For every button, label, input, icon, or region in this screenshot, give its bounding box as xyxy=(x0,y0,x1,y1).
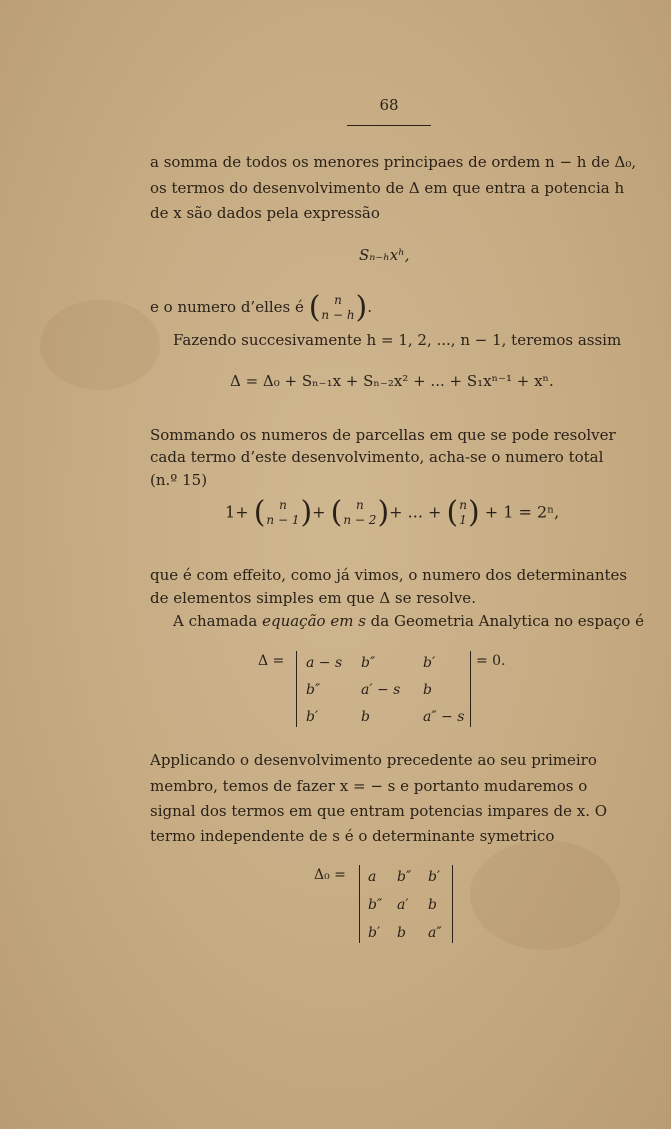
equation-s-term: Sₙ₋ₕxʰ, xyxy=(359,246,410,264)
binomial-n-choose-n-h: ( n n − h ) xyxy=(308,290,368,325)
det1-cell: b′ xyxy=(306,709,319,725)
binomial-bottom: n − 1 xyxy=(266,513,300,527)
det1-rhs: = 0. xyxy=(476,653,506,669)
det2-cell: b′ xyxy=(368,925,381,941)
det1-cell: b″ xyxy=(306,682,321,698)
eq-dots: + ... + xyxy=(389,502,442,522)
eq-end: + 1 = 2ⁿ, xyxy=(484,502,560,522)
page-number-rule xyxy=(347,125,431,126)
text-line-13: membro, temos de fazer x = − s e portanto mudaremos o xyxy=(150,777,588,795)
text-line-15: termo independente de s é o determinante symetrico xyxy=(150,827,555,845)
binomial-bottom: 1 xyxy=(459,513,467,527)
det2-cell: b′ xyxy=(428,869,441,885)
binomial-top: n xyxy=(356,498,364,512)
binomial-n-choose-n-1: ( n n − 1 ) xyxy=(253,495,313,530)
text-line-14: signal dos termos em que entram potencias impares de x. O xyxy=(150,802,608,820)
text-line-9: que é com effeito, como já vimos, o numero dos determinantes xyxy=(150,566,628,584)
eq-plus: + xyxy=(235,502,249,522)
det2-left-bar xyxy=(359,865,360,943)
det1-cell: b xyxy=(361,709,370,725)
page-number: 68 xyxy=(379,96,399,114)
det1-cell: b′ xyxy=(423,655,436,671)
eq-one: 1 xyxy=(225,502,236,522)
binomial-n-choose-n-2: ( n n − 2 ) xyxy=(330,495,390,530)
det1-cell: b xyxy=(423,682,432,698)
text-line-12: Applicando o desenvolvimento precedente ao seu primeiro xyxy=(150,751,597,769)
det2-cell: a″ xyxy=(428,925,442,941)
equation-binomial-sum xyxy=(225,495,560,530)
binomial-top: n xyxy=(459,498,467,512)
det1-cell: a″ − s xyxy=(423,709,465,725)
det1-right-bar xyxy=(470,651,471,727)
text-line-11-b: da Geometria Analytica no espaço é xyxy=(365,612,644,630)
text-line-1: a somma de todos os menores principaes de ordem n − h de Δ₀, xyxy=(150,153,637,171)
text-line-2: os termos do desenvolvimento de Δ em que entra a potencia h xyxy=(150,179,625,197)
binomial-bottom: n − h xyxy=(321,308,355,322)
binomial-top: n xyxy=(279,498,287,512)
det2-cell: a xyxy=(368,869,377,885)
paper-stain xyxy=(470,840,620,950)
text-line-11-a: A chamada xyxy=(173,612,263,630)
det2-cell: b″ xyxy=(397,869,412,885)
det1-cell: b″ xyxy=(361,655,376,671)
det2-cell: a′ xyxy=(397,897,409,913)
equation-em-s-term: equação em s xyxy=(262,612,366,630)
text-line-4-text: e o numero d’elles é xyxy=(150,298,304,316)
text-line-7: cada termo d’este desenvolvimento, acha-se o numero total xyxy=(150,448,604,466)
text-line-6: Sommando os numeros de parcellas em que se pode resolver xyxy=(150,426,616,444)
binomial-bottom: n − 2 xyxy=(343,513,377,527)
det2-cell: b xyxy=(428,897,437,913)
equation-delta-expansion: Δ = Δ₀ + Sₙ₋₁x + Sₙ₋₂x² + ... + S₁xⁿ⁻¹ + xⁿ. xyxy=(230,372,554,390)
text-line-10: de elementos simples em que Δ se resolve. xyxy=(150,589,476,607)
det1-label: Δ = xyxy=(258,653,285,669)
det1-cell: a − s xyxy=(306,655,343,671)
eq-plus: + xyxy=(312,502,326,522)
det2-cell: b″ xyxy=(368,897,383,913)
text-line-5: Fazendo succesivamente h = 1, 2, ..., n − 1, teremos assim xyxy=(173,331,622,349)
text-line-8: (n.º 15) xyxy=(150,471,208,489)
det1-cell: a′ − s xyxy=(361,682,401,698)
binomial-top: n xyxy=(334,293,342,307)
text-line-11 xyxy=(173,611,644,631)
paper-stain xyxy=(40,300,160,390)
det1-left-bar xyxy=(296,651,297,727)
det2-right-bar xyxy=(452,865,453,943)
binomial-n-choose-1: ( n 1 ) xyxy=(446,495,480,530)
text-line-3: de x são dados pela expressão xyxy=(150,204,380,222)
det2-label: Δ₀ = xyxy=(314,867,346,883)
text-line-4 xyxy=(150,290,373,325)
det2-cell: b xyxy=(397,925,406,941)
text-line-4-end: . xyxy=(367,298,373,316)
